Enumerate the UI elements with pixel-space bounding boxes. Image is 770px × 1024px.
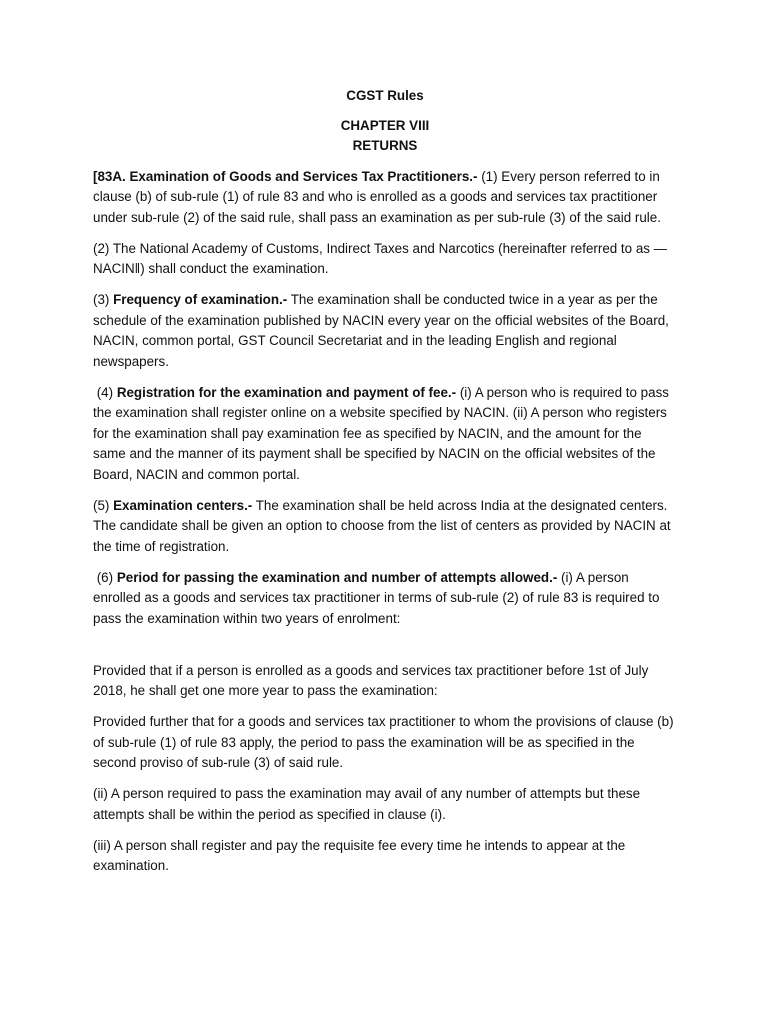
chapter-title: RETURNS xyxy=(352,138,418,153)
proviso-2-paragraph: Provided further that for a goods and services tax practitioner to whom the provisions of clause (b) of sub-rule (1) of rule 83 apply, the period to pass the examination will be as specified in the second proviso of sub-rule (3) of said rule. xyxy=(93,714,674,770)
rule-83a-intro: (1) Every person referred to in clause (b) of sub-rule (1) of rule 83 and who is enrolled as a goods and services tax practitioner under sub-rule (2) of the said rule, shall pass an examination as per sub-rule (3) of the said rule. xyxy=(93,168,661,225)
proviso-1-paragraph: Provided that if a person is enrolled as a goods and services tax practitioner before 1st of July 2018, he shall get one more year to pass the examination: xyxy=(93,662,649,698)
clause-6-heading: Period for passing the examination and number of attempts allowed.- xyxy=(116,569,558,585)
clause-4-prefix: (4) xyxy=(93,384,117,400)
document-title: CGST Rules xyxy=(346,88,424,103)
clause-6-prefix: (6) xyxy=(93,569,117,585)
paragraph-spacer xyxy=(93,640,677,661)
clause-5-heading: Examination centers.- xyxy=(113,497,253,513)
rule-83a-paragraph xyxy=(93,167,677,229)
rule-83a-heading: [83A. Examination of Goods and Services Tax Practitioners.- xyxy=(93,168,478,184)
clause-3-paragraph xyxy=(93,290,677,372)
sub-clause-ii-paragraph: (ii) A person required to pass the examination may avail of any number of attempts but these attempts shall be within the period as specified in clause (i). xyxy=(93,786,641,822)
clause-5-prefix: (5) xyxy=(93,497,114,513)
clause-6-paragraph xyxy=(93,568,677,630)
clause-6-text: (i) A person enrolled as a goods and services tax practitioner in terms of sub-rule (2) of rule 83 is required to pass the examination within two years of enrolment: xyxy=(93,569,660,626)
document-page xyxy=(93,86,677,887)
clause-4-heading: Registration for the examination and payment of fee.- xyxy=(116,384,457,400)
clause-3-heading: Frequency of examination.- xyxy=(113,292,288,307)
clause-3-prefix: (3) xyxy=(93,292,114,307)
sub-clause-iii-paragraph: (iii) A person shall register and pay the requisite fee every time he intends to appear at the examination. xyxy=(93,837,626,873)
chapter-number: CHAPTER VIII xyxy=(340,117,430,133)
clause-3-text: The examination shall be conducted twice in a year as per the schedule of the examination published by NACIN every year on the official websites of the Board, NACIN, common portal, GST Council Secretariat and in the leading English and regional newspapers. xyxy=(93,292,669,369)
clause-4-paragraph xyxy=(93,383,677,486)
clause-4-text: (i) A person who is required to pass the examination shall register online on a website specified by NACIN. (ii) A person who registers for the examination shall pay examination fee as specified by NACIN, and the amount for the same and the manner of its payment shall be specified by NACIN on the official websites of the Board, NACIN and common portal. xyxy=(93,384,669,482)
clause-5-paragraph xyxy=(93,496,677,558)
clause-2-paragraph: (2) The National Academy of Customs, Indirect Taxes and Narcotics (hereinafter referred to as —NACIN‖) shall conduct the examination. xyxy=(93,240,668,276)
clause-5-text: The examination shall be held across India at the designated centers. The candidate shall be given an option to choose from the list of centers as provided by NACIN at the time of registration. xyxy=(93,497,671,554)
